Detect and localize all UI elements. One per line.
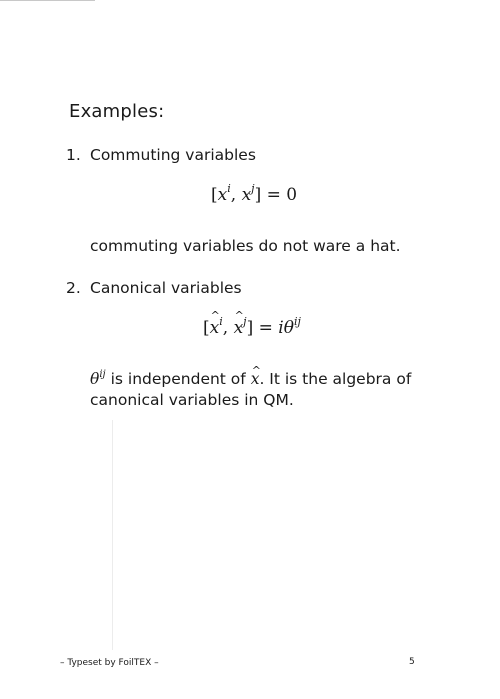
item-1-title: Commuting variables <box>90 146 256 164</box>
slide-heading: Examples: <box>69 101 165 122</box>
scan-artifact-stripe <box>112 420 113 650</box>
scan-artifact-line <box>0 0 95 1</box>
item-1-equation: [$x^i$, $x^j] = 0$ <box>211 182 298 205</box>
page-number: 5 <box>409 657 415 667</box>
item-2-equation: [^ $x^i$, ^ $x^j] = i\theta^{ij}$ <box>203 318 301 338</box>
item-2-title: Canonical variables <box>90 279 242 297</box>
footer-typeset: – Typeset by FoilTEX – <box>60 658 159 668</box>
item-2-note-part3: canonical variables in QM. <box>90 391 294 409</box>
item-1-number: 1. <box>66 146 81 164</box>
item-2-note <box>90 369 412 411</box>
item-1-note: commuting variables do not ware a hat. <box>90 237 401 255</box>
theta-ij-symbol: $\theta^{ij}$ <box>90 369 106 388</box>
item-2-number: 2. <box>66 279 81 297</box>
item-2-note-part1: is independent of <box>110 370 246 388</box>
item-2-note-part2: . It is the algebra of <box>259 370 412 388</box>
x-hat-symbol: ^ x <box>251 369 260 390</box>
